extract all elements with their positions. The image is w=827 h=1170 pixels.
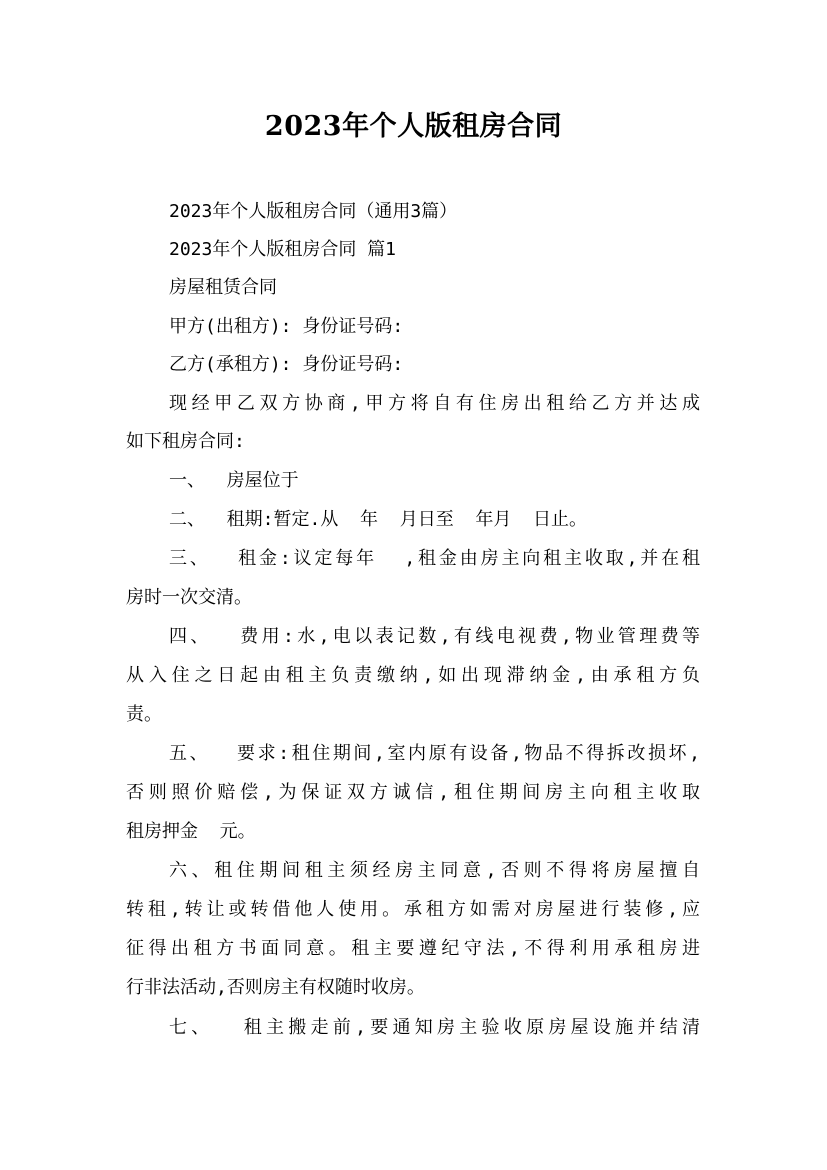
paragraph-line: 从入住之日起由租主负责缴纳,如出现滞纳金,由承租方负 (126, 665, 700, 686)
paragraph-line: 否则照价赔偿,为保证双方诚信,租住期间房主向租主收取 (126, 782, 700, 803)
clause-5: 五、 要求:租住期间,室内原有设备,物品不得拆改损坏, (169, 743, 700, 764)
party-a-line: 甲方(出租方): 身份证号码: (169, 316, 404, 337)
paragraph-line: 责。 (126, 704, 162, 725)
clause-7: 七、 租主搬走前,要通知房主验收原房屋设施并结清 (169, 1017, 700, 1038)
contract-heading: 房屋租赁合同 (169, 277, 277, 298)
clause-6: 六、租住期间租主须经房主同意,否则不得将房屋擅自 (169, 860, 700, 881)
subtitle-line: 2023年个人版租房合同（通用3篇） (169, 201, 458, 222)
document-title: 2023年个人版租房合同 (264, 111, 563, 142)
paragraph-line: 行非法活动,否则房主有权随时收房。 (126, 977, 425, 998)
clause-2: 二、 租期:暂定.从 年 月日至 年月 日止。 (169, 509, 588, 530)
clause-1: 一、 房屋位于 (169, 470, 299, 491)
clause-4: 四、 费用:水,电以表记数,有线电视费,物业管理费等 (169, 626, 700, 647)
paragraph-line: 房时一次交清。 (126, 587, 252, 608)
paragraph-line: 转租,转让或转借他人使用。承租方如需对房屋进行装修,应 (126, 899, 700, 920)
paragraph-line: 租房押金 元。 (126, 821, 256, 842)
clause-3: 三、 租金:议定每年 ,租金由房主向租主收取,并在租 (169, 548, 700, 569)
paragraph-line: 征得出租方书面同意。租主要遵纪守法,不得利用承租房进 (126, 938, 700, 959)
paragraph-line: 如下租房合同: (126, 431, 245, 452)
party-b-line: 乙方(承租方): 身份证号码: (169, 354, 404, 375)
section-heading: 2023年个人版租房合同 篇1 (169, 239, 397, 260)
paragraph-line: 现经甲乙双方协商,甲方将自有住房出租给乙方并达成 (169, 393, 700, 414)
